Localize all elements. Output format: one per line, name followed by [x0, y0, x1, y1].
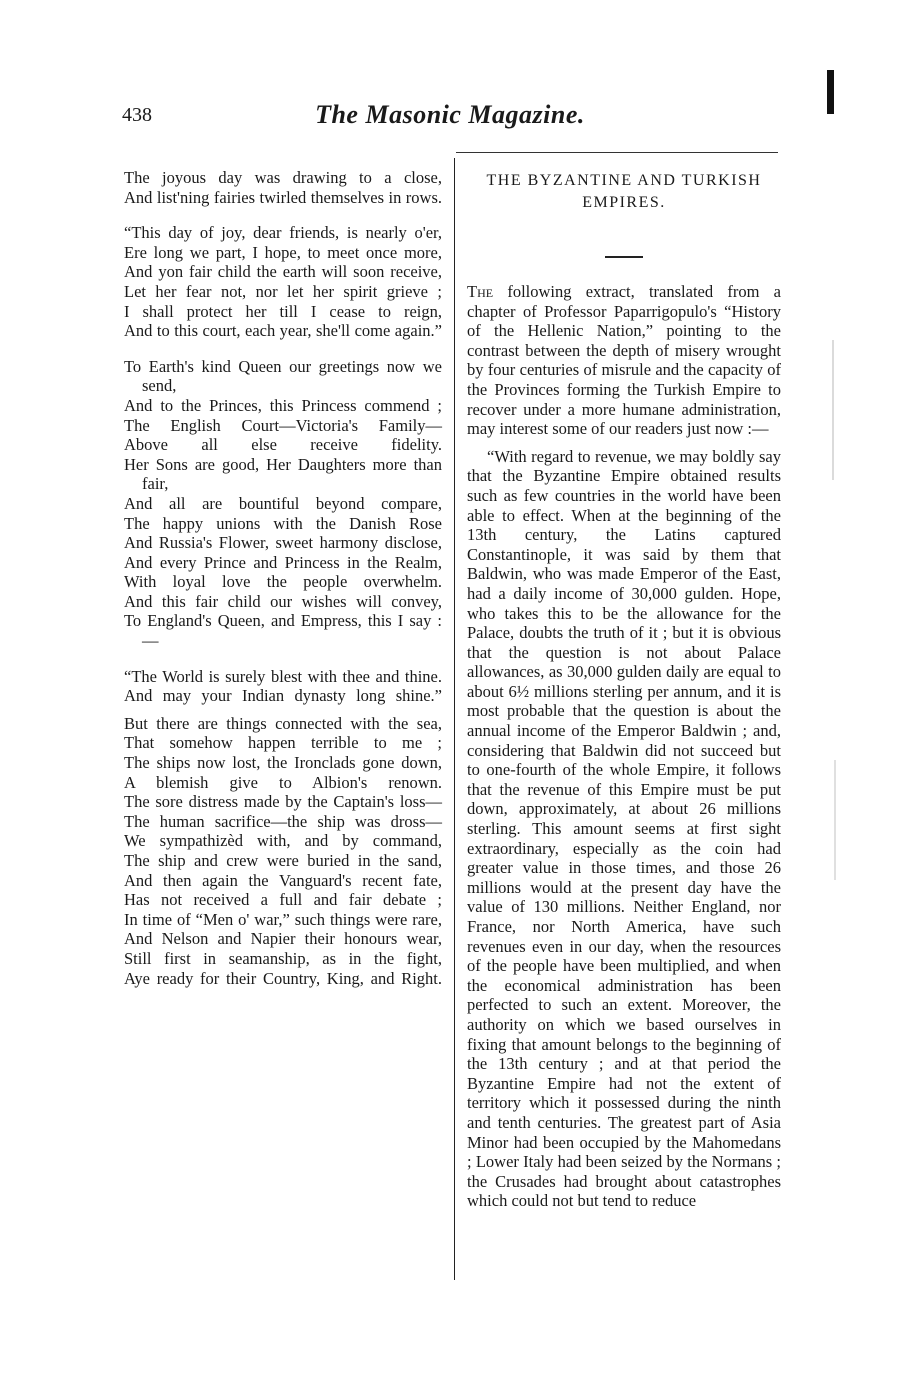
poem-line: Has not received a full and fair debate ;	[124, 890, 442, 910]
poem-line: And may your Indian dynasty long shine.”	[124, 686, 442, 706]
article-title	[467, 170, 781, 214]
poem-line: And yon fair child the earth will soon receive,	[124, 262, 442, 282]
poem-line: The human sacrifice—the ship was dross—	[124, 811, 442, 831]
page-number: 438	[122, 104, 152, 126]
poem-line: To Earth's kind Queen our greetings now we send,	[124, 356, 442, 396]
poem-line: “This day of joy, dear friends, is nearly o'er,	[124, 223, 442, 243]
poem-line: In time of “Men o' war,” such things were rare,	[124, 909, 442, 929]
binding-edge-mark	[827, 70, 834, 114]
intro-lead-word: The	[467, 282, 494, 301]
poem-line: “The World is surely blest with thee and thine.	[124, 666, 442, 686]
poem-line: The English Court—Victoria's Family—	[124, 415, 442, 435]
poem-line: And to this court, each year, she'll come again.”	[124, 321, 442, 341]
intro-paragraph	[467, 282, 781, 439]
body-paragraph: “With regard to revenue, we may boldly say that the Byzantine Empire obtained results such as few countries in the world have been able to effect. When at the beginning of the 13th century, the Latins captured Constantinople, it was said by them that Baldwin, who was made Emperor of the East, had a daily income of 30,000 gulden. Hope, who takes this to be the allowance for the Palace, doubts the truth of it ; but it is obvious that the question is not about Palace allowances, as 30,000 gulden daily are equal to about 6½ millions sterling per annum, and it is most probable that the question is about the annual income of the Emperor Baldwin ; and, considering that Baldwin did not succeed but to one-fourth of the whole Empire, it follows that the revenue of this Empire must be put down, approximately, at about 26 millions sterling. This amount seems at first sight extraordinary, especially as the coin had greater value in those times, and those 26 millions would at the present day have the value of 130 millions. Neither England, nor France, nor North America, have such revenues even in our day, when the resources of the people have been multiplied, and when the economical administration has been perfected to such an extent. Moreover, the authority on which we based ourselves in fixing that amount belongs to the beginning of the 13th century ; and at that period the Byzantine Empire had not the extent of territory which it possessed during the ninth and tenth centuries. The greatest part of Asia Minor had been occupied by the Mahomedans ; Lower Italy had been seized by the Normans ; the Crusades had brought about catastrophes which could not but tend to reduce	[467, 446, 781, 1211]
poem-stanza	[124, 667, 442, 706]
poem-stanza	[124, 714, 442, 988]
poem-line: The joyous day was drawing to a close,	[124, 168, 442, 187]
column-divider	[454, 158, 455, 1280]
top-rule	[456, 152, 778, 153]
poem-line: Ere long we part, I hope, to meet once more,	[124, 242, 442, 262]
title-rule	[605, 256, 643, 258]
poem-line: And Nelson and Napier their honours wear,	[124, 929, 442, 949]
poem-stanza	[124, 168, 442, 207]
poem-line: The ship and crew were buried in the sand,	[124, 851, 442, 870]
poem-line: The sore distress made by the Captain's loss—	[124, 792, 442, 812]
article-title-line-1: THE BYZANTINE AND TURKISH	[486, 172, 762, 189]
poem-line: That somehow happen terrible to me ;	[124, 733, 442, 753]
poem-line: And to the Princes, this Princess commend ;	[124, 395, 442, 415]
poem-line: I shall protect her till I cease to reign,	[124, 301, 442, 321]
intro-text: following extract, translated from a chapter of Professor Paparrigopulo's “History of the Hellenic Nation,” pointing to the contrast between the depth of misery wrought by four centuries of misrule and the capacity of the Provinces forming the Turkish Empire to recover under a more humane administration, may interest some of our readers just now :—	[467, 282, 781, 439]
poem-line: Aye ready for their Country, King, and Right.	[124, 968, 442, 988]
poem-line: The ships now lost, the Ironclads gone down,	[124, 753, 442, 773]
poem-line: To England's Queen, and Empress, this I say :—	[124, 611, 442, 651]
poem-column	[124, 168, 442, 1004]
running-title: The Masonic Magazine.	[315, 100, 585, 129]
scan-mark	[832, 340, 834, 480]
poem-line: With loyal love the people overwhelm.	[124, 572, 442, 592]
poem-line: We sympathizèd with, and by command,	[124, 831, 442, 851]
poem-line: And all are bountiful beyond compare,	[124, 493, 442, 513]
scan-mark	[834, 760, 836, 880]
poem-line: The happy unions with the Danish Rose	[124, 513, 442, 533]
poem-line: And every Prince and Princess in the Realm,	[124, 552, 442, 572]
poem-line: Still first in seamanship, as in the fight,	[124, 948, 442, 968]
poem-line: But there are things connected with the sea,	[124, 713, 442, 733]
poem-line: Let her fear not, nor let her spirit grieve ;	[124, 281, 442, 301]
article-column	[467, 170, 781, 1211]
poem-line: And this fair child our wishes will convey,	[124, 591, 442, 611]
poem-stanza	[124, 223, 442, 341]
poem-line: Her Sons are good, Her Daughters more than fair,	[124, 454, 442, 494]
page-header	[0, 100, 900, 140]
poem-line: A blemish give to Albion's renown.	[124, 772, 442, 792]
poem-stanza	[124, 357, 442, 651]
poem-line: Above all else receive fidelity.	[124, 435, 442, 455]
poem-line: And Russia's Flower, sweet harmony disclose,	[124, 533, 442, 553]
poem-line: And list'ning fairies twirled themselves in rows.	[124, 187, 442, 207]
poem-line: And then again the Vanguard's recent fate,	[124, 870, 442, 890]
article-title-line-2: EMPIRES.	[582, 194, 666, 211]
